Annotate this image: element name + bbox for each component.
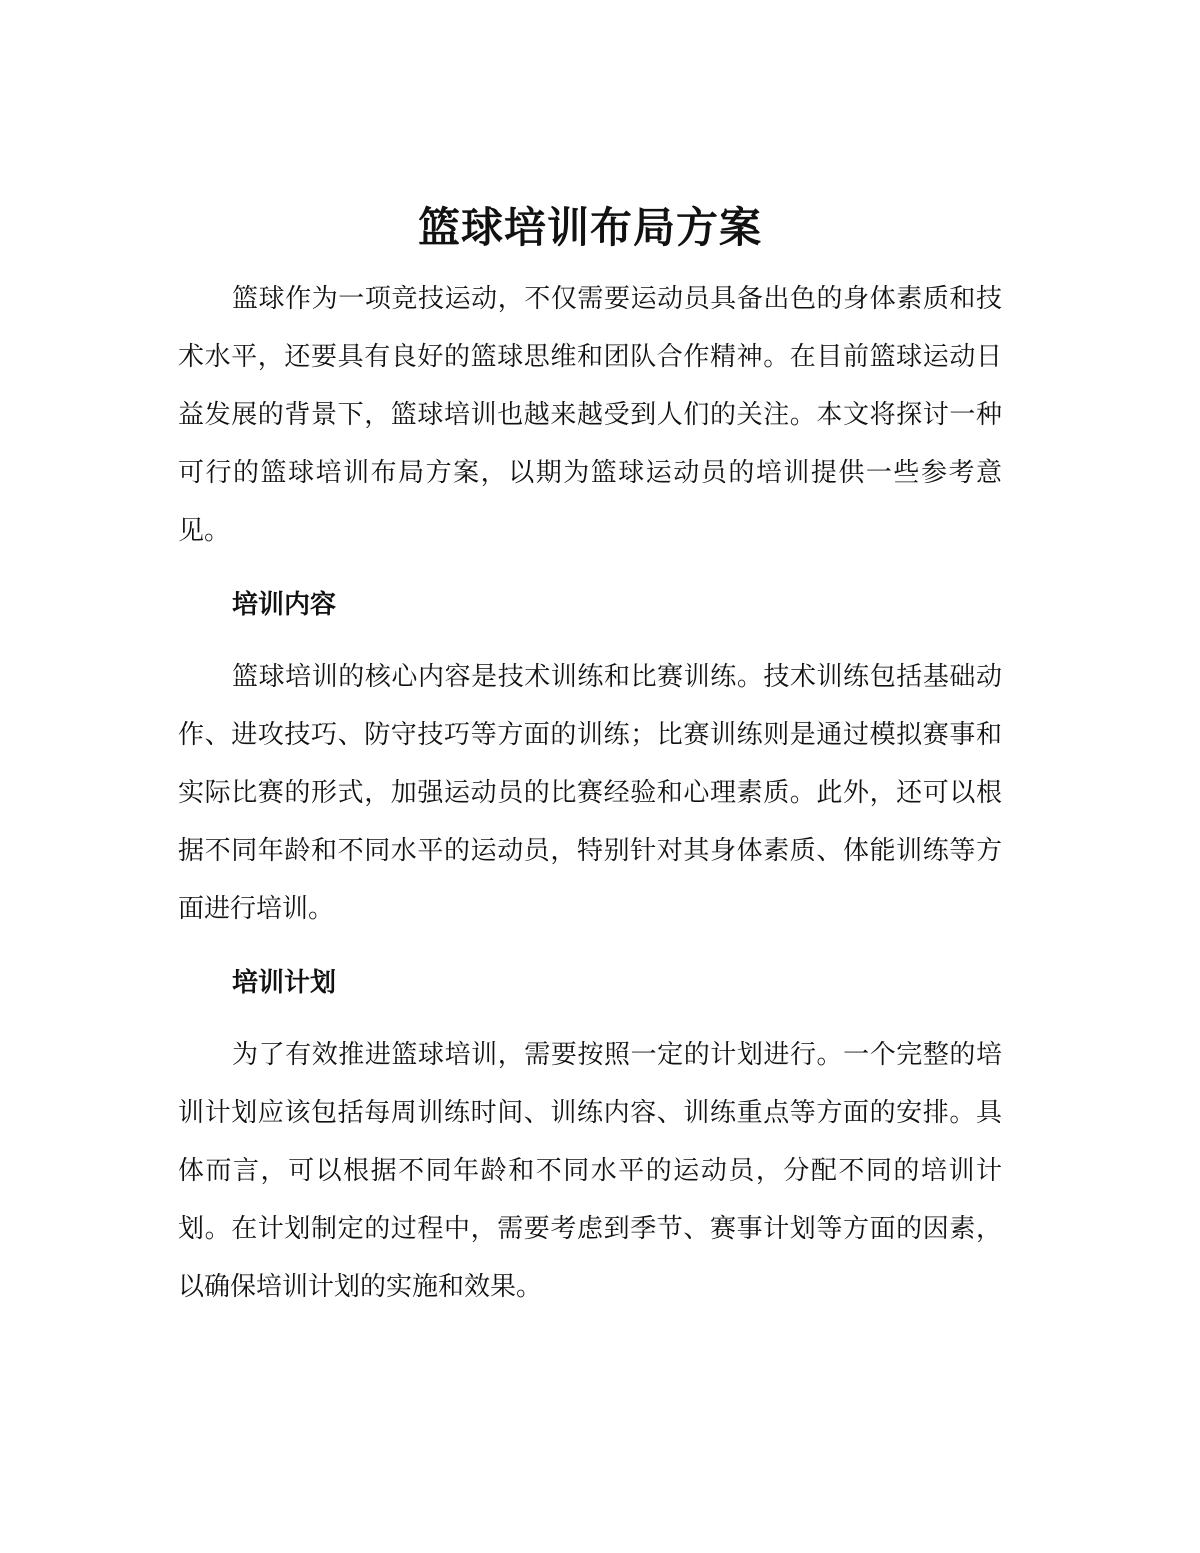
section-body-training-content: 篮球培训的核心内容是技术训练和比赛训练。技术训练包括基础动作、进攻技巧、防守技巧等方面的训练；比赛训练则是通过模拟赛事和实际比赛的形式，加强运动员的比赛经验和心理素质。此外，还可以根据不同年龄和不同水平的运动员，特别针对其身体素质、体能训练等方面进行培训。 — [178, 662, 1002, 924]
section-heading-training-content: 培训内容 — [232, 590, 337, 620]
intro-paragraph: 篮球作为一项竞技运动，不仅需要运动员具备出色的身体素质和技术水平，还要具有良好的篮球思维和团队合作精神。在目前篮球运动日益发展的背景下，篮球培训也越来越受到人们的关注。本文将探讨一种可行的篮球培训布局方案，以期为篮球运动员的培训提供一些参考意见。 — [178, 284, 1002, 546]
section-heading-training-plan: 培训计划 — [232, 968, 337, 998]
document-title: 篮球培训布局方案 — [417, 203, 762, 252]
section-body-training-plan: 为了有效推进篮球培训，需要按照一定的计划进行。一个完整的培训计划应该包括每周训练时间、训练内容、训练重点等方面的安排。具体而言，可以根据不同年龄和不同水平的运动员，分配不同的培训计划。在计划制定的过程中，需要考虑到季节、赛事计划等方面的因素，以确保培训计划的实施和效果。 — [178, 1040, 1002, 1302]
document-page — [178, 198, 1002, 1316]
